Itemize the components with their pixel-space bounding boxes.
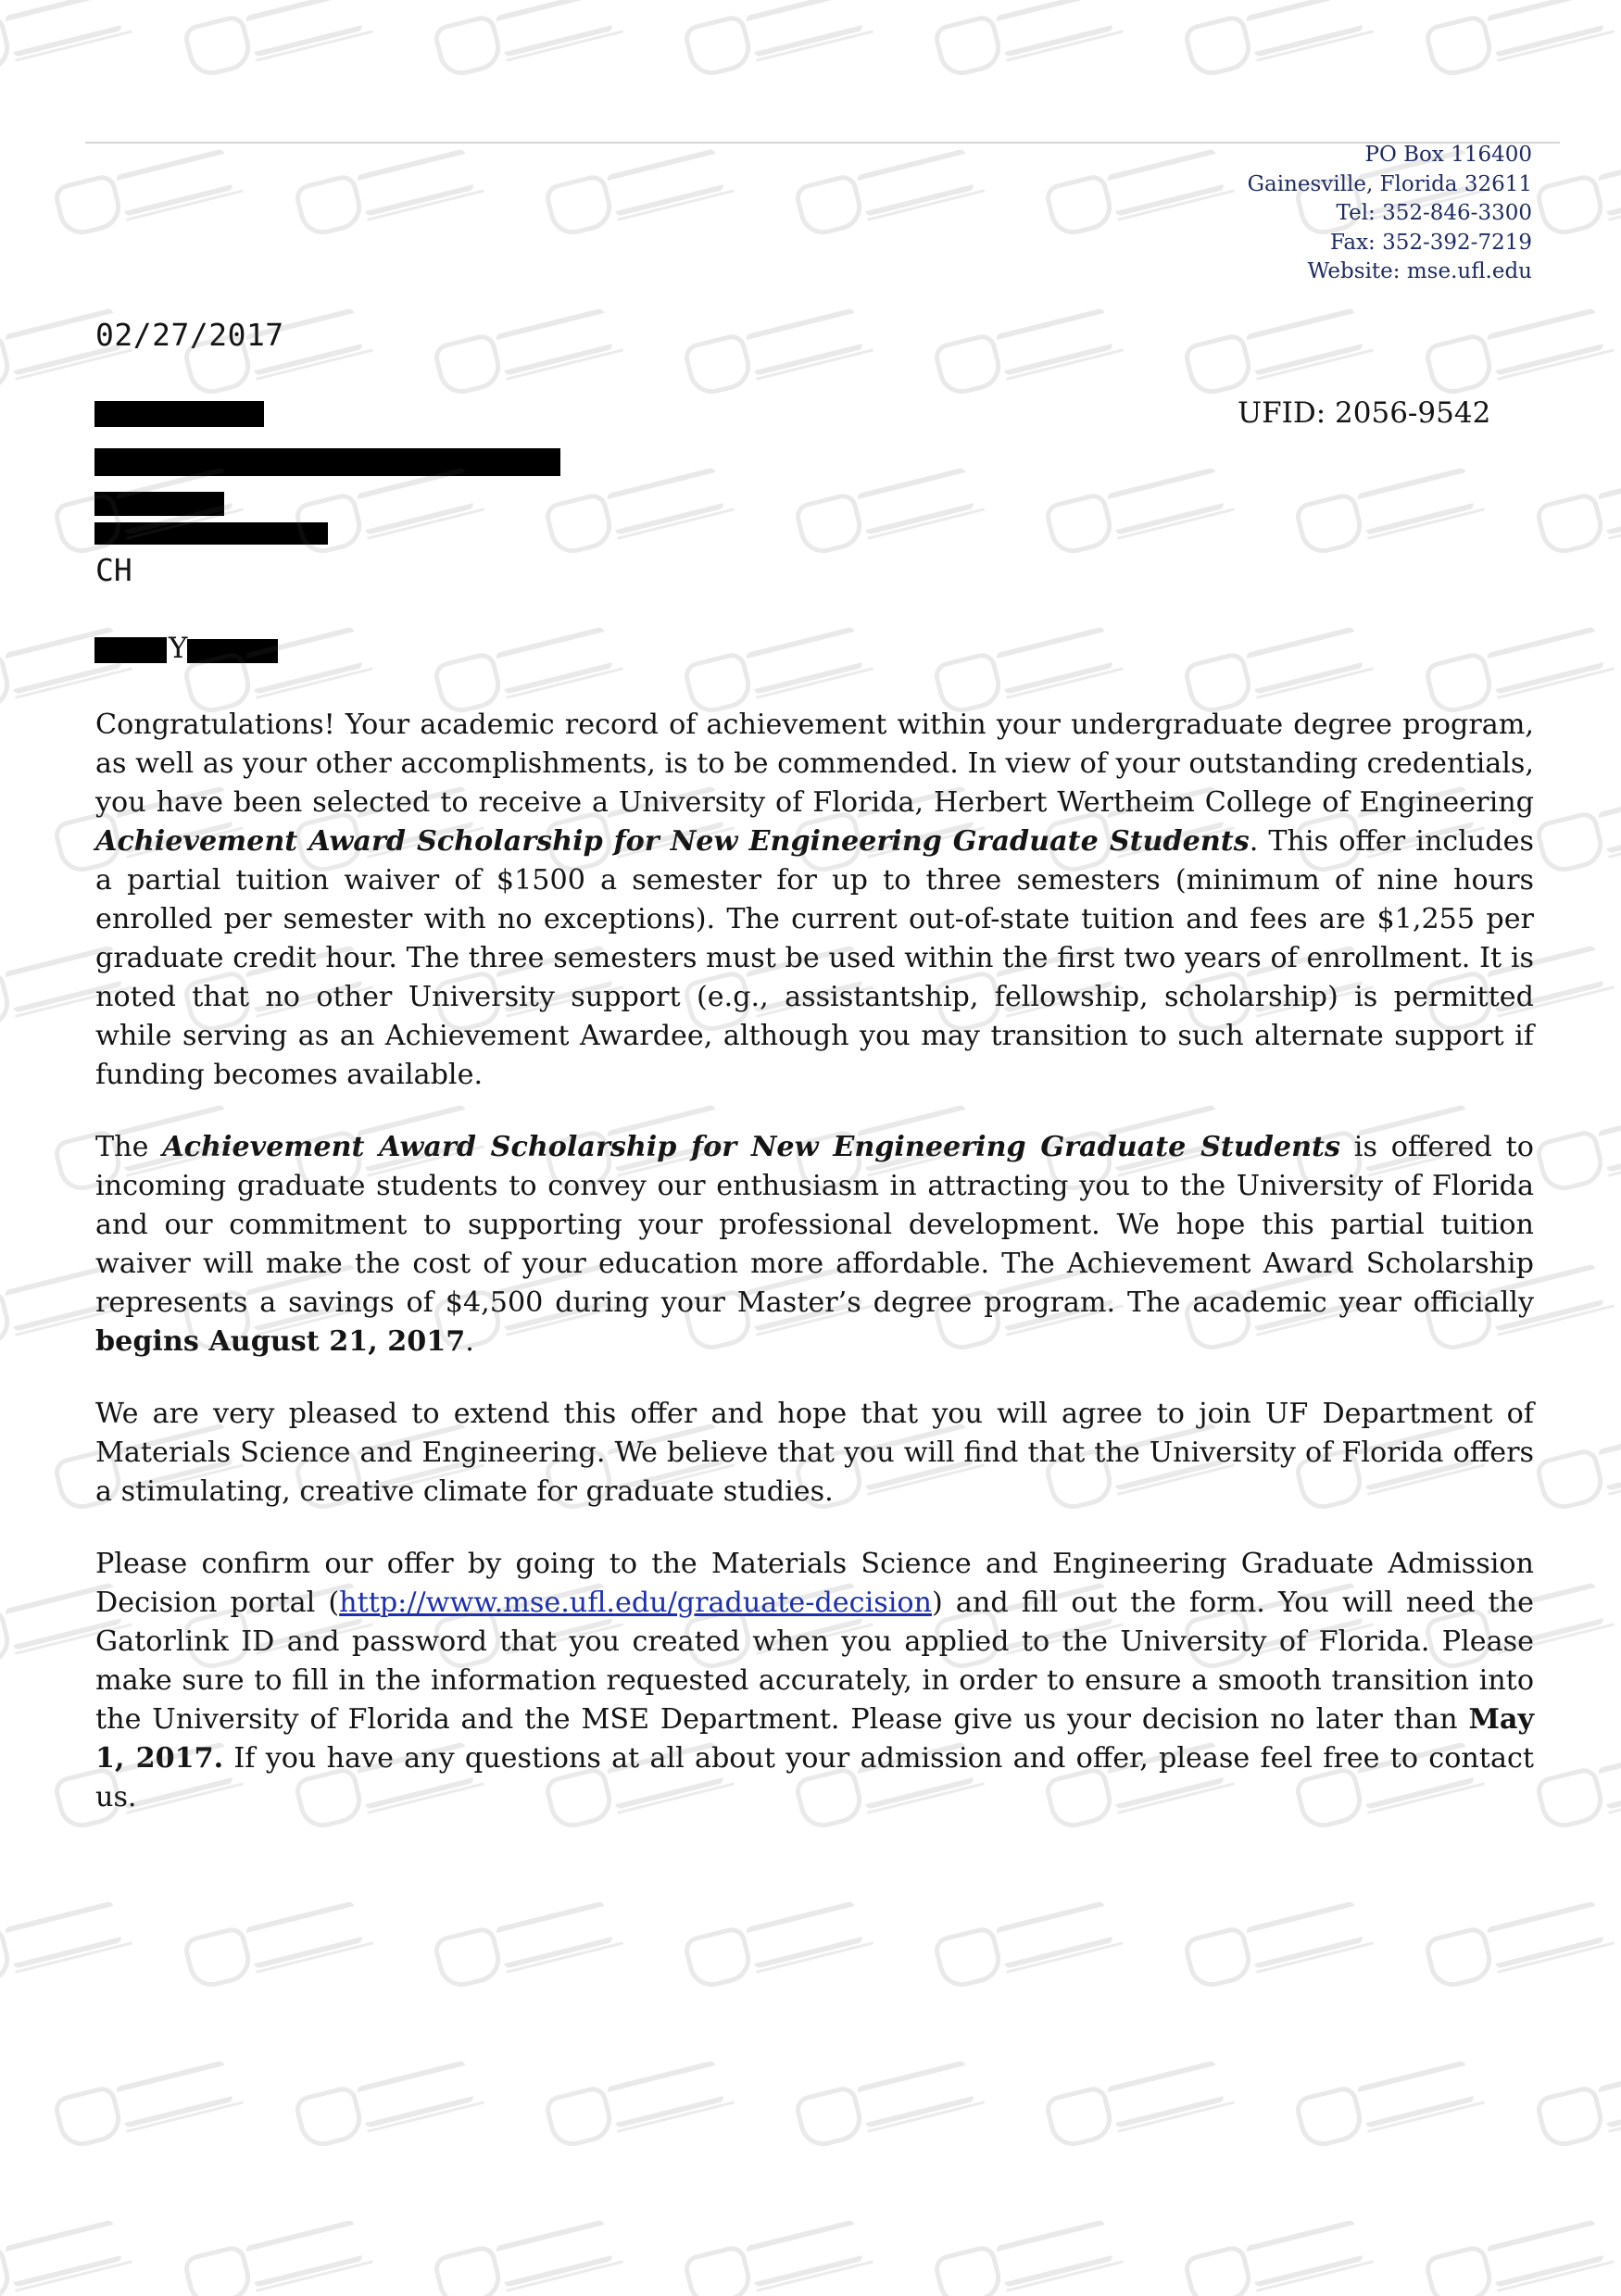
paragraph-3: We are very pleased to extend this offer and hope that you will agree to join UF Department of Materials Science and Engineering. We believe that you will find that the University of Florida offers a stimulating, creative climate for graduate studies.	[95, 1398, 1534, 1508]
watermark-logo	[678, 2199, 887, 2296]
watermark-logo	[289, 128, 498, 256]
watermark-logo	[789, 446, 999, 574]
salutation	[94, 632, 335, 669]
fax: Fax: 352-392-7219	[1329, 230, 1532, 255]
watermark-logo	[928, 1880, 1137, 2008]
redaction-salutation-a	[94, 637, 167, 663]
decision-portal-link[interactable]: http://www.mse.ufl.edu/graduate-decision	[339, 1587, 932, 1619]
watermark-logo	[678, 1880, 887, 2008]
watermark-logo	[1039, 2039, 1249, 2167]
watermark-logo	[1178, 2199, 1388, 2296]
watermark-logo	[1530, 765, 1621, 893]
watermark-logo	[428, 1880, 637, 2008]
watermark-logo	[1530, 2039, 1621, 2167]
watermark-logo	[1530, 1721, 1621, 1849]
redaction-address-line1	[94, 448, 560, 476]
watermark-logo	[1530, 1084, 1621, 1211]
watermark-logo	[928, 287, 1137, 415]
watermark-logo	[0, 0, 146, 96]
city-state: Gainesville, Florida 32611	[1247, 171, 1532, 196]
watermark-logo	[1178, 0, 1388, 96]
paragraph-1: Congratulations! Your academic record of achievement within your undergraduate degree program, as well as your other accomplishments, is to be commended. In view of your outstanding credentials, you have been selected to receive a University of Florida, Herbert Wertheim College of Engineering Achievement Award Scholarship for New Engineering Graduate Students. This offer includes a partial tuition waiver of $1500 a semester for up to three semesters (minimum of nine hours enrolled per semester with no exceptions). The current out-of-state tuition and fees are $1,255 per graduate credit hour. The three semesters must be used within the first two years of enrollment. It is noted that no other University support (e.g., assistantship, fellowship, scholarship) is permitted while serving as an Achievement Awardee, although you may transition to such alternate support if funding becomes available.	[95, 709, 1534, 1091]
deadline-date: May 1, 2017.	[95, 1703, 1534, 1775]
watermark-logo	[1530, 446, 1621, 574]
website: Website: mse.ufl.edu	[1307, 259, 1532, 283]
watermark-logo	[1289, 2039, 1499, 2167]
letterhead-address	[1248, 141, 1532, 287]
letter-body	[95, 706, 1534, 1851]
watermark-logo	[178, 2199, 387, 2296]
start-date: begins August 21, 2017	[95, 1325, 466, 1358]
watermark-logo	[428, 2199, 637, 2296]
watermark-logo	[0, 2199, 146, 2296]
watermark-logo	[789, 128, 999, 256]
scholarship-name: Achievement Award Scholarship for New Engineering Graduate Students	[95, 825, 1250, 858]
redaction-address-line2	[94, 492, 224, 516]
watermark-logo	[928, 0, 1137, 96]
watermark-logo	[178, 1880, 387, 2008]
watermark-logo	[1530, 1402, 1621, 1530]
paragraph-2: The Achievement Award Scholarship for New Engineering Graduate Students is offered to incoming graduate students to convey our enthusiasm in attracting you to the University of Florida and our commitment to supporting your professional development. We hope this partial tuition waiver will make the cost of your education more affordable. The Achievement Award Scholarship represents a savings of $4,500 during your Master’s degree program. The academic year officially begins August 21, 2017.	[95, 1131, 1534, 1358]
watermark-logo	[789, 2039, 999, 2167]
watermark-logo	[1178, 1880, 1388, 2008]
ufid: UFID: 2056-9542	[1238, 396, 1491, 430]
redaction-name	[94, 401, 264, 427]
watermark-logo	[48, 2039, 258, 2167]
watermark-logo	[1419, 1880, 1621, 2008]
recipient-country: CH	[95, 552, 132, 588]
watermark-logo	[678, 287, 887, 415]
watermark-logo	[428, 0, 637, 96]
redaction-address-line3	[94, 522, 328, 545]
redaction-salutation-b	[187, 639, 278, 663]
watermark-logo	[1039, 128, 1249, 256]
watermark-logo	[539, 2039, 748, 2167]
salutation-visible-text: Y	[169, 632, 188, 665]
watermark-logo	[1039, 446, 1249, 574]
watermark-logo	[678, 0, 887, 96]
watermark-logo	[539, 446, 748, 574]
watermark-logo	[1419, 0, 1621, 96]
watermark-logo	[539, 128, 748, 256]
scholarship-name: Achievement Award Scholarship for New Engineering Graduate Students	[162, 1131, 1340, 1163]
watermark-logo	[428, 287, 637, 415]
watermark-logo	[1530, 128, 1621, 256]
po-box: PO Box 116400	[1364, 143, 1532, 167]
letter-date: 02/27/2017	[95, 317, 284, 353]
watermark-logo	[0, 1880, 146, 2008]
watermark-logo	[178, 0, 387, 96]
watermark-logo	[1289, 446, 1499, 574]
watermark-logo	[289, 2039, 498, 2167]
watermark-logo	[48, 128, 258, 256]
watermark-logo	[928, 2199, 1137, 2296]
telephone: Tel: 352-846-3300	[1336, 201, 1532, 225]
paragraph-4: Please confirm our offer by going to the Materials Science and Engineering Graduate Admission Decision portal (http://www.mse.ufl.edu/graduate-decision) and fill out the form. You will need the Gatorlink ID and password that you created when you applied to the University of Florida. Please make sure to fill in the information requested accurately, in order to ensure a smooth transition into the University of Florida and the MSE Department. Please give us your decision no later than May 1, 2017. If you have any questions at all about your admission and offer, please feel free to contact us.	[95, 1548, 1534, 1813]
watermark-logo	[1419, 2199, 1621, 2296]
